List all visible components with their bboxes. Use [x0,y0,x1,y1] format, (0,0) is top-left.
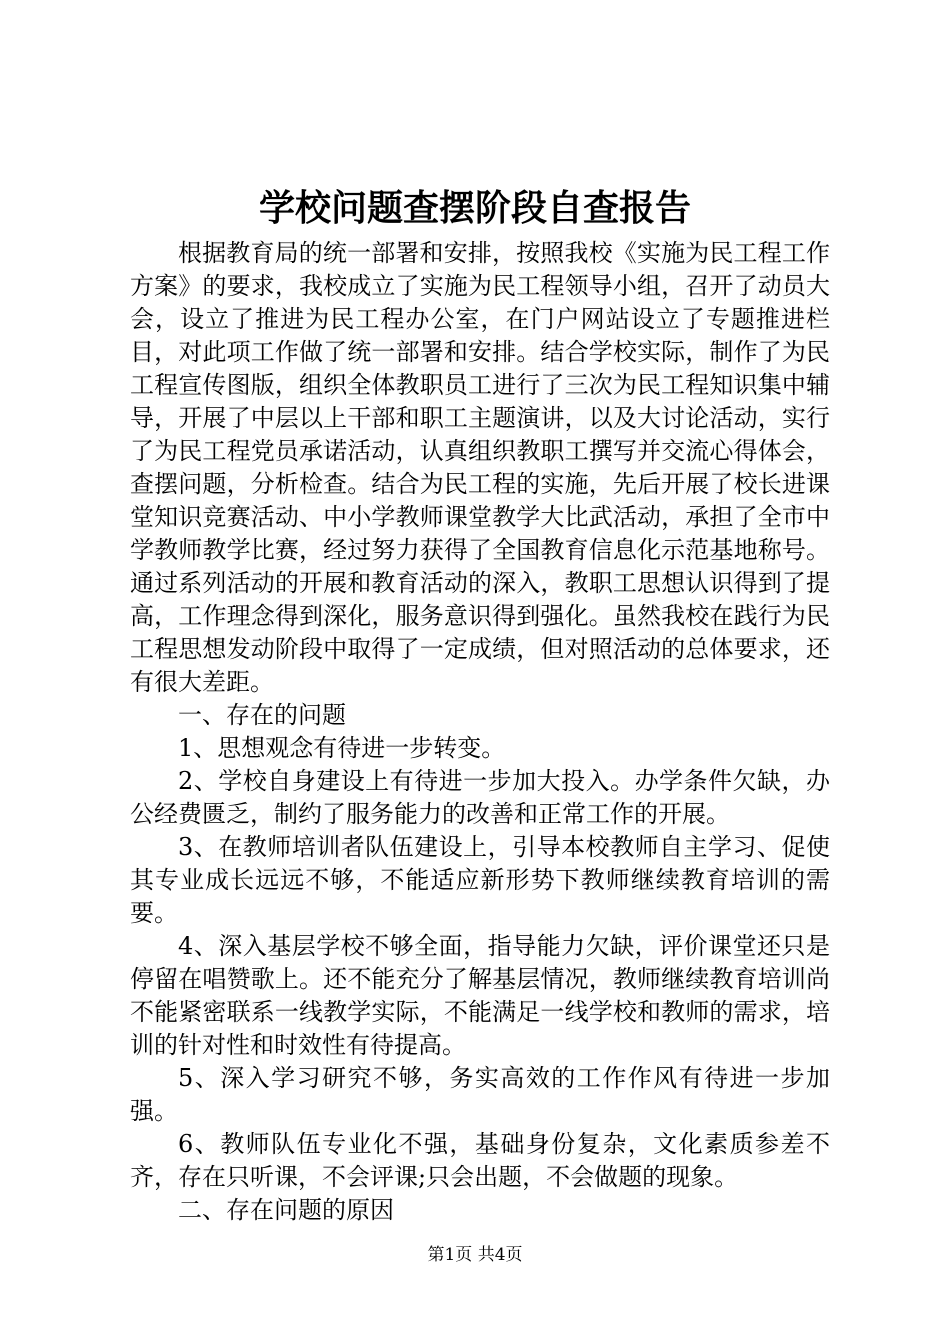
page-number-footer: 第1页 共4页 [427,1245,523,1265]
section-heading-problems: 一、存在的问题 [178,701,346,729]
intro-paragraph: 根据教育局的统一部署和安排，按照我校《实施为民工程工作方案》的要求，我校成立了实施为民工程领导小组，召开了动员大会，设立了推进为民工程办公室，在门户网站设立了专题推进栏目，对此项工作做了统一部署和安排。结合学校实际，制作了为民工程宣传图版，组织全体教职员工进行了三次为民工程知识集中辅导，开展了中层以上干部和职工主题演讲，以及大讨论活动，实行了为民工程党员承诺活动，认真组织教职工撰写并交流心得体会，查摆问题，分析检查。结合为民工程的实施，先后开展了校长进课堂知识竞赛活动、中小学教师课堂教学大比武活动，承担了全市中学教师教学比赛，经过努力获得了全国教育信息化示范基地称号。通过系列活动的开展和教育活动的深入，教职工思想认识得到了提高，工作理念得到深化，服务意识得到强化。虽然我校在践行为民工程思想发动阶段中取得了一定成绩，但对照活动的总体要求，还有很大差距。 [130,239,830,696]
problem-item-1: 1、思想观念有待进一步转变。 [178,734,506,762]
problem-item-3: 3、在教师培训者队伍建设上，引导本校教师自主学习、促使其专业成长远远不够，不能适应新形势下教师继续教育培训的需要。 [130,833,830,927]
document-body [130,237,830,1227]
section-heading-causes: 二、存在问题的原因 [178,1196,394,1224]
problem-item-6: 6、教师队伍专业化不强，基础身份复杂，文化素质参差不齐，存在只听课，不会评课;只会出题，不会做题的现象。 [130,1130,830,1191]
document-title: 学校问题查摆阶段自查报告 [258,187,691,229]
problem-item-5: 5、深入学习研究不够，务实高效的工作作风有待进一步加强。 [130,1064,830,1125]
problem-item-4: 4、深入基层学校不够全面，指导能力欠缺，评价课堂还只是停留在唱赞歌上。还不能充分了解基层情况，教师继续教育培训尚不能紧密联系一线教学实际，不能满足一线学校和教师的需求，培训的针对性和时效性有待提高。 [130,932,830,1059]
problem-item-2: 2、学校自身建设上有待进一步加大投入。办学条件欠缺，办公经费匮乏，制约了服务能力的改善和正常工作的开展。 [130,767,830,828]
